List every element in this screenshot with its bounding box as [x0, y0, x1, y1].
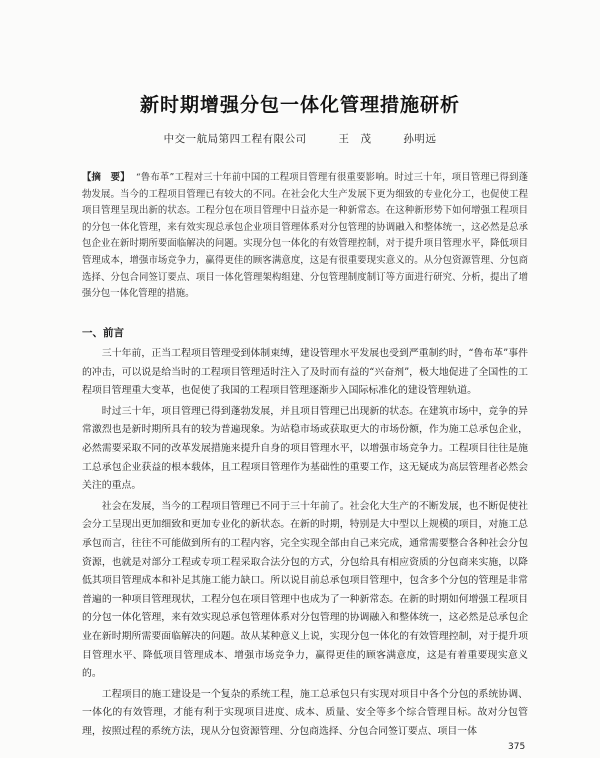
paragraph: 三十年前，正当工程项目管理受到体制束缚，建设管理水平发展也受到严重制约时，“鲁布革”事件的冲击，可以说是给当时的工程项目管理适时注入了及时而有益的“兴奋剂”，极大地促进了全国性的工程项目管理重大变革，也促使了我国的工程项目管理逐渐步入国际标准化的建设管理轨道。	[82, 348, 528, 397]
abstract-label: 【摘 要】	[82, 172, 130, 183]
author-name: 王 茂	[338, 133, 372, 145]
paragraph: 工程项目的施工建设是一个复杂的系统工程，施工总承包只有实现对项目中各个分包的系统协调、一体化的有效管理，才能有利于实现项目进度、成本、质量、安全等多个综合管理目标。故对分包管理，按照过程的系统方法，现从分包资源管理、分包商选择、分包合同签订要点、项目一体	[82, 688, 528, 737]
body-text	[82, 345, 528, 741]
abstract-text: “鲁布革”工程对三十年前中国的工程项目管理有很重要影响。时过三十年，项目管理已得到蓬勃发展。当今的工程项目管理已有较大的不同。在社会化大生产发展下更为细致的专业化分工，也促使工程项目管理呈现出新的状态。工程分包在项目管理中日益亦是一种新常态。在这种新形势下如何增强工程项目的分包一体化管理，来有效实现总承包企业项目管理体系对分包管理的协调融入和整体统一，这必然是总承包企业在新时期所要面临解决的问题。实现分包一体化的有效管理控制，对于提升项目管理水平，降低项目管理成本，增强市场竞争力，赢得更佳的顾客满意度，这是有很重要现实意义的。从分包资源管理、分包商选择、分包合同签订要点、项目一体化管理架构组建、分包管理制度制订等方面进行研究、分析，提出了增强分包一体化管理的措施。	[82, 172, 528, 300]
page-number: 375	[508, 742, 526, 752]
paper-title: 新时期增强分包一体化管理措施研析	[139, 94, 460, 116]
author-line	[0, 131, 600, 146]
author-name: 孙明远	[403, 133, 437, 145]
affiliation: 中交一航局第四工程有限公司	[163, 133, 307, 145]
abstract	[82, 170, 528, 303]
section-heading: 一、前言	[82, 327, 124, 339]
paragraph: 时过三十年，项目管理已得到蓬勃发展，并且项目管理已出现新的状态。在建筑市场中，竞争的异常激烈也是新时期所具有的较为普遍现象。为站稳市场或获取更大的市场份额，作为施工总承包企业，必然需要采取不同的改革发展措施来提升自身的项目管理水平，以增强市场竞争力。工程项目往往是施工总承包企业获益的根本载体，且工程项目管理作为基础性的重要工作，这无疑成为高层管理者必然会关注的重点。	[82, 405, 528, 492]
paragraph: 社会在发展，当今的工程项目管理已不同于三十年前了。社会化大生产的不断发展，也不断促使社会分工呈现出更加细致和更加专业化的新状态。在新的时期，特别是大中型以上规模的项目，对施工总承包而言，往往不可能做到所有的工程内容，完全实现全部由自己来完成，通常需要整合各种社会分包资源，也就是对部分工程或专项工程采取合法分包的方式，分包给具有相应资质的分包商来实施，以降低其项目管理成本和补足其施工能力缺口。所以说目前总承包项目管理中，包含多个分包的管理是非常普遍的一种项目管理现状，工程分包在项目管理中也成为了一种新常态。在新的时期如何增强工程项目的分包一体化管理，来有效实现总承包管理体系对分包管理的协调融入和整体统一，这必然是总承包企业在新时期所需要面临解决的问题。故从某种意义上说，实现分包一体化的有效管理控制，对于提升项目管理水平、降低项目管理成本、增强市场竞争力，赢得更佳的顾客满意度，这是有着重要现实意义的。	[82, 500, 528, 680]
